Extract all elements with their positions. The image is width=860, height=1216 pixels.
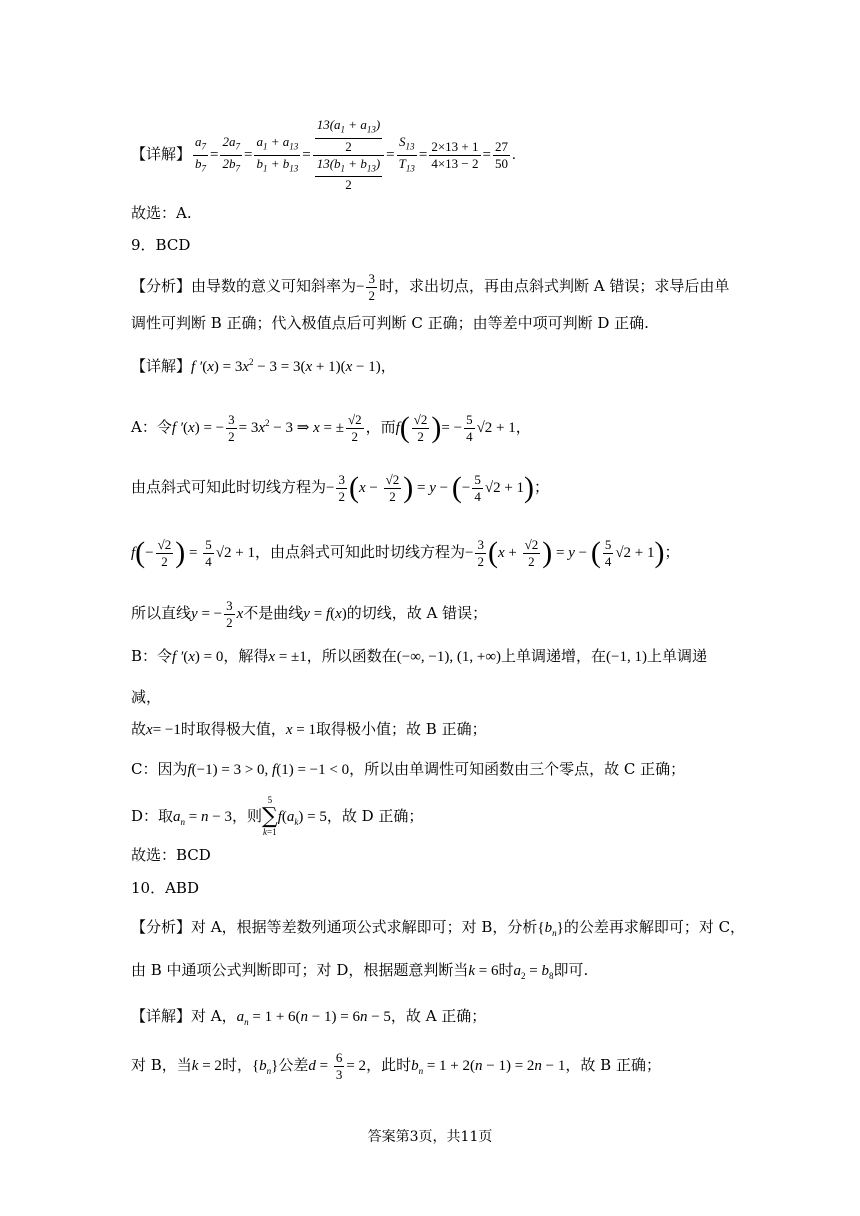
- frac-s13-t13: $\frac{S_{13}}{T_{13}}$: [398, 133, 415, 174]
- tangent-line-1: 由点斜式可知此时切线方程为− $\frac{3}{2}$ (x − $\frac{√2}{2}$ ) = y − (− $\frac{5}{4}$ √2 + 1)；: [131, 471, 550, 504]
- frac-a7-b7: $\frac{a_7}{b_7}$: [195, 133, 207, 174]
- fenxi-10-line1: 【分析】对 A，根据等差数列通项公式求解即可；对 B，分析$\{b_n\}$的公差再求解即可；对 C，: [131, 918, 746, 938]
- guxuan-9: 故选：BCD: [131, 846, 211, 864]
- xiangjie-8-line: 【详解】 $\frac{a_7}{b_7}$ = $\frac{2a_7}{2b_7}$ = $\frac{a_1 + a_{13}}{b_1 + b_{13}}$ = $\frac{\frac{13(a_1 + a_{13})}{2}}{\frac{13(b_1 + b_{13})}{2}}$ = $\frac{S_{13}}{T_{13}}$ = $\frac{2\times 13 + 1}{4\times 13 - 2}$ = $\frac{27}{50}$ .: [131, 116, 516, 193]
- B10-line: 对 B，当k = 2时，$\{b_n\}$公差d = $\frac{6}{3}$ = 2，此时$b_n = 1 + 2(n - 1) = 2n - 1$，故 B 正确；: [131, 1049, 661, 1082]
- C-line: C：因为f(−1) = 3 > 0, f(1) = −1 < 0，所以由单调性可知函数由三个零点，故 C 正确；: [131, 760, 686, 778]
- fenxi-10-line2: 由 B 中通项公式判断即可；对 D，根据题意判断当k = 6时$a_2 = b_8$即可.: [131, 961, 589, 981]
- frac-numeric: $\frac{2\times 13 + 1}{4\times 13 - 2}$: [431, 138, 479, 171]
- D-line: D：取$a_n = n - 3$，则5 ∑ $k=1f(a_k) = 5$，故 D 正确；: [131, 795, 424, 837]
- fenxi-9-line1: 【分析】由导数的意义可知斜率为− $\frac{3}{2}$ 时，求出切点，再由点斜式判断 A 错误；求导后由单: [131, 270, 730, 303]
- xiangjie-10-line: 【详解】对 A，$a_n = 1 + 6(n - 1) = 6n - 5$，故 A 正确；: [131, 1007, 487, 1027]
- frac-2a7-2b7: $\frac{2a_7}{2b_7}$: [222, 133, 240, 174]
- tangent-line-2: f(− $\frac{√2}{2}$ ) = $\frac{5}{4}$ √2 + 1，由点斜式可知此时切线方程为− $\frac{3}{2}$ (x + $\frac{√2}{2}$ ) = y − ( $\frac{5}{4}$ √2 + 1)；: [131, 536, 680, 569]
- jian-line: 减，: [131, 688, 162, 706]
- soyi-line: 所以直线y = − $\frac{3}{2}$ x不是曲线y = f(x)的切线，故 A 错误；: [131, 597, 488, 630]
- frac-a1-a13: $\frac{a_1 + a_{13}}{b_1 + b_{13}}$: [256, 133, 299, 174]
- page-footer: 答案第3页，共11页: [367, 1129, 493, 1145]
- xiangjie-9-line: 【详解】f $'(x) = 3x^2 - 3 = 3(x + 1)(x - 1)$，: [131, 357, 396, 375]
- guxuan-8: 故选：A.: [131, 204, 192, 222]
- sum-symbol: 5 ∑ k=1: [261, 795, 278, 837]
- A-line: A：令f ′(x) = − $\frac{3}{2}$ = $3x^2 - 3$ ⇒ x = ± $\frac{√2}{2}$ ，而f( $\frac{√2}{2}$ )= − $\frac{5}{4}$ √2 + 1，: [131, 411, 531, 444]
- question-9-answer: 9．BCD: [131, 236, 191, 254]
- B-line: B：令f ′(x) = 0，解得x = ±1，所以函数在(−∞, −1), (1, +∞)上单调递增，在(−1, 1)上单调递: [131, 647, 708, 665]
- frac-compound: $\frac{\frac{13(a_1 + a_{13})}{2}}{\frac{13(b_1 + b_{13})}{2}}$: [313, 117, 384, 193]
- fenxi-9-line2: 调性可判断 B 正确；代入极值点后可判断 C 正确；由等差中项可判断 D 正确.: [131, 314, 649, 332]
- frac-3-2: $\frac{3}{2}$: [368, 270, 375, 303]
- xiangjie-tag: 【详解】: [131, 145, 192, 163]
- gu-line: 故x= −1时取得极大值，x = 1取得极小值；故 B 正确；: [131, 720, 487, 738]
- question-10-answer: 10．ABD: [131, 879, 199, 897]
- frac-27-50: $\frac{27}{50}$: [494, 138, 508, 171]
